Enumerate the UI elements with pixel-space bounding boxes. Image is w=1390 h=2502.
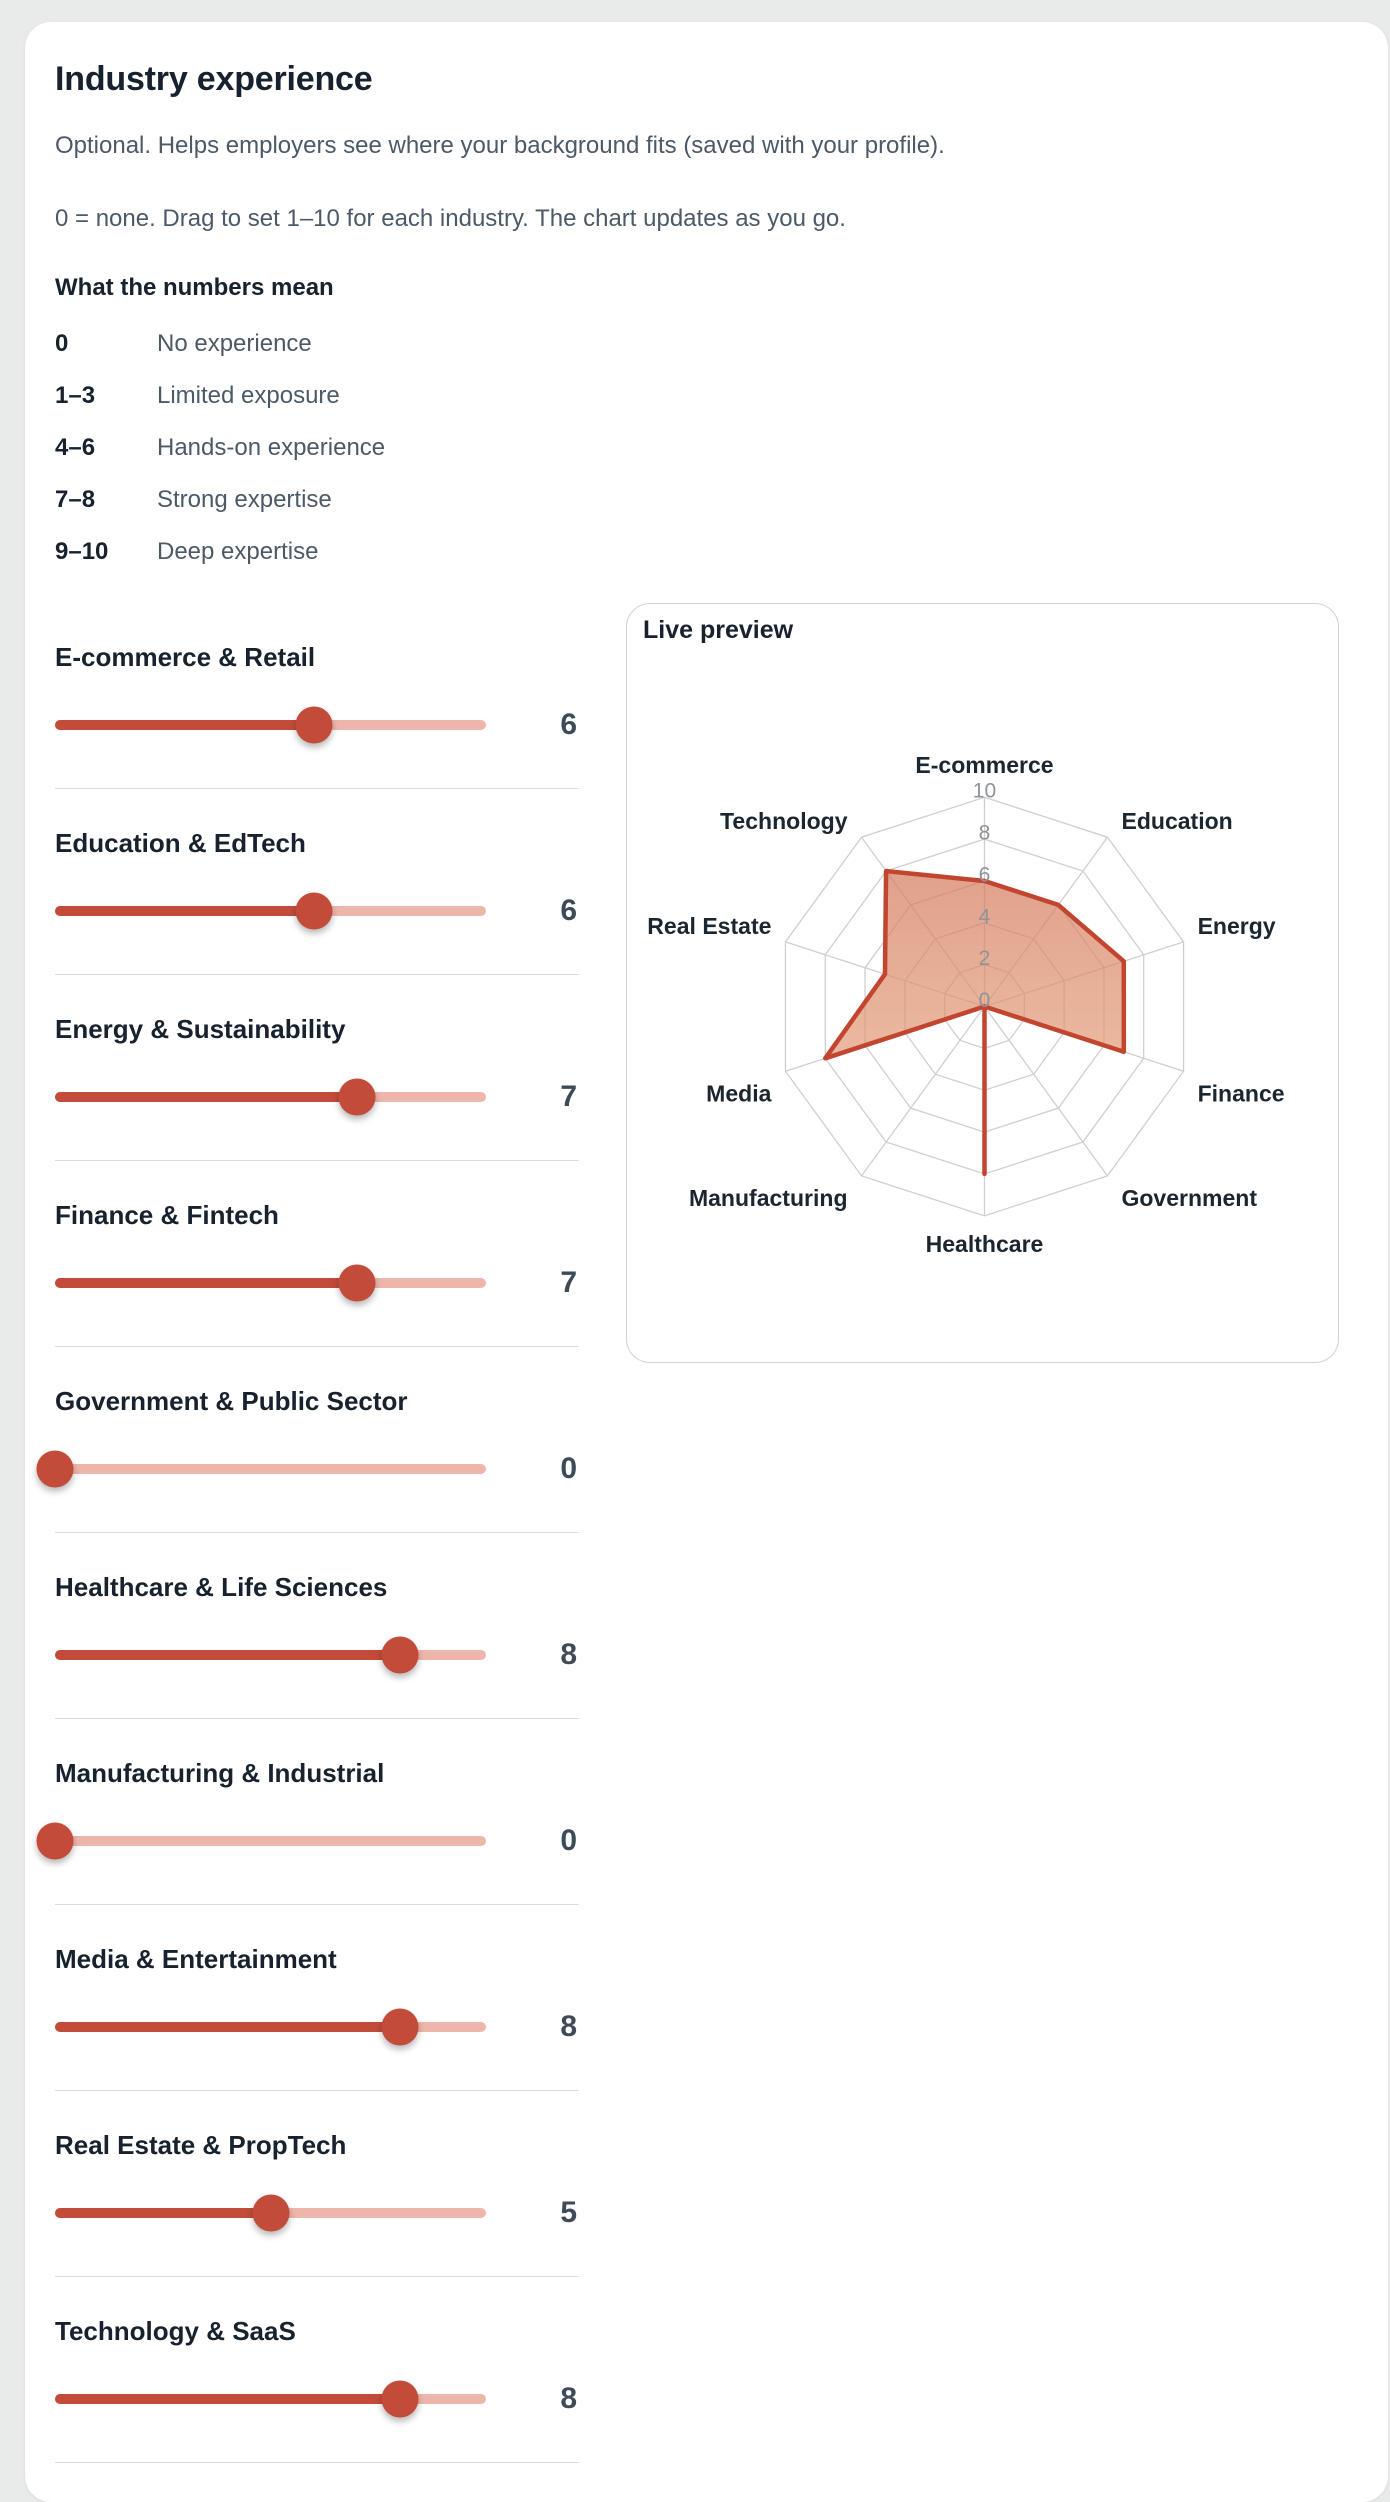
- legend-heading: What the numbers mean: [55, 274, 334, 302]
- industry-slider-label: Real Estate & PropTech: [55, 2130, 347, 2161]
- legend-meaning: Deep expertise: [157, 538, 319, 566]
- legend-row: [55, 433, 1358, 463]
- legend-meaning: Strong expertise: [157, 486, 332, 514]
- legend-row: [55, 329, 1358, 359]
- radar-tick-label: 0: [978, 989, 991, 1013]
- industry-slider-label: Finance & Fintech: [55, 1200, 279, 1231]
- radar-tick-label: 4: [978, 905, 991, 929]
- slider-thumb[interactable]: [338, 1078, 375, 1115]
- industry-slider-label: Government & Public Sector: [55, 1386, 408, 1417]
- slider-thumb[interactable]: [37, 1822, 74, 1859]
- slider-value: 7: [560, 1265, 577, 1299]
- slider-fill: [55, 906, 314, 916]
- radar-tick-label: 8: [978, 821, 991, 845]
- slider-line: [55, 1264, 579, 1301]
- industry-slider-row: [55, 2277, 579, 2463]
- industry-sliders-list: [55, 603, 579, 2463]
- slider-line: [55, 1822, 579, 1859]
- slider-thumb[interactable]: [381, 2008, 418, 2045]
- legend-range: 4–6: [55, 434, 96, 462]
- radar-category-label: Healthcare: [925, 1231, 1044, 1258]
- slider-fill: [55, 1278, 357, 1288]
- slider-fill: [55, 720, 314, 730]
- industry-slider-row: [55, 789, 579, 975]
- slider-fill: [55, 2022, 400, 2032]
- radar-category-label: Manufacturing: [688, 1185, 848, 1212]
- slider-track[interactable]: [55, 1650, 486, 1660]
- slider-thumb[interactable]: [338, 1264, 375, 1301]
- slider-thumb[interactable]: [381, 2380, 418, 2417]
- slider-value: 8: [560, 1637, 577, 1671]
- industry-slider-row: [55, 1719, 579, 1905]
- radar-category-label: Technology: [720, 808, 848, 835]
- legend-row: [55, 485, 1358, 515]
- legend-row: [55, 381, 1358, 411]
- radar-chart: [627, 604, 1338, 1362]
- radar-category-label: Energy: [1197, 913, 1276, 940]
- slider-line: [55, 2194, 579, 2231]
- slider-line: [55, 2008, 579, 2045]
- live-preview-panel: [626, 603, 1339, 1363]
- industry-slider-row: [55, 1533, 579, 1719]
- live-preview-title: Live preview: [643, 616, 794, 645]
- slider-track[interactable]: [55, 2394, 486, 2404]
- slider-track[interactable]: [55, 906, 486, 916]
- legend-row: [55, 537, 1358, 567]
- slider-thumb[interactable]: [295, 706, 332, 743]
- slider-track[interactable]: [55, 1464, 486, 1474]
- slider-value: 5: [560, 2195, 577, 2229]
- slider-track[interactable]: [55, 1278, 486, 1288]
- slider-thumb[interactable]: [37, 1450, 74, 1487]
- slider-fill: [55, 2208, 271, 2218]
- radar-category-label: Media: [706, 1080, 772, 1107]
- slider-value: 8: [560, 2009, 577, 2043]
- radar-category-label: E-commerce: [915, 752, 1054, 779]
- legend-meaning: Limited exposure: [157, 382, 340, 410]
- radar-category-label: Real Estate: [647, 913, 772, 940]
- slider-line: [55, 1450, 579, 1487]
- page-title: Industry experience: [55, 60, 373, 98]
- slider-value: 0: [560, 1451, 577, 1485]
- slider-line: [55, 1078, 579, 1115]
- industry-slider-label: E-commerce & Retail: [55, 642, 316, 673]
- slider-track[interactable]: [55, 1836, 486, 1846]
- slider-value: 0: [560, 1823, 577, 1857]
- slider-thumb[interactable]: [252, 2194, 289, 2231]
- instructions-text: 0 = none. Drag to set 1–10 for each industry. The chart updates as you go.: [55, 204, 846, 232]
- industry-slider-row: [55, 1347, 579, 1533]
- industry-slider-label: Manufacturing & Industrial: [55, 1758, 385, 1789]
- description-text: Optional. Helps employers see where your background fits (saved with your profile).: [55, 132, 945, 159]
- industry-slider-row: [55, 603, 579, 789]
- slider-thumb[interactable]: [295, 892, 332, 929]
- slider-fill: [55, 1650, 400, 1660]
- radar-tick-label: 6: [978, 863, 991, 887]
- slider-track[interactable]: [55, 720, 486, 730]
- industry-slider-label: Energy & Sustainability: [55, 1014, 346, 1045]
- radar-tick-label: 10: [972, 779, 997, 803]
- slider-track[interactable]: [55, 1092, 486, 1102]
- slider-line: [55, 892, 579, 929]
- slider-value: 6: [560, 707, 577, 741]
- slider-line: [55, 2380, 579, 2417]
- legend-range: 0: [55, 330, 69, 358]
- legend-meaning: No experience: [157, 330, 312, 358]
- numbers-legend: [55, 274, 1358, 567]
- slider-value: 8: [560, 2381, 577, 2415]
- slider-value: 7: [560, 1079, 577, 1113]
- slider-fill: [55, 2394, 400, 2404]
- industry-slider-label: Media & Entertainment: [55, 1944, 337, 1975]
- legend-meaning: Hands-on experience: [157, 434, 386, 462]
- slider-track[interactable]: [55, 2022, 486, 2032]
- legend-range: 7–8: [55, 486, 96, 514]
- industry-slider-row: [55, 1905, 579, 2091]
- slider-track[interactable]: [55, 2208, 486, 2218]
- industry-slider-row: [55, 975, 579, 1161]
- legend-range: 9–10: [55, 538, 109, 566]
- industry-slider-label: Education & EdTech: [55, 828, 306, 859]
- radar-tick-label: 2: [978, 947, 991, 971]
- radar-category-label: Government: [1121, 1185, 1258, 1212]
- industry-slider-row: [55, 1161, 579, 1347]
- legend-range: 1–3: [55, 382, 96, 410]
- slider-fill: [55, 1092, 357, 1102]
- legend-rows: [55, 329, 1358, 567]
- slider-line: [55, 706, 579, 743]
- radar-category-label: Education: [1121, 808, 1233, 835]
- radar-category-label: Finance: [1197, 1080, 1285, 1107]
- content-columns: [55, 603, 1358, 2463]
- slider-value: 6: [560, 893, 577, 927]
- slider-line: [55, 1636, 579, 1673]
- industry-slider-label: Healthcare & Life Sciences: [55, 1572, 388, 1603]
- slider-thumb[interactable]: [381, 1636, 418, 1673]
- industry-slider-row: [55, 2091, 579, 2277]
- industry-slider-label: Technology & SaaS: [55, 2316, 296, 2347]
- industry-experience-card: [25, 22, 1388, 2502]
